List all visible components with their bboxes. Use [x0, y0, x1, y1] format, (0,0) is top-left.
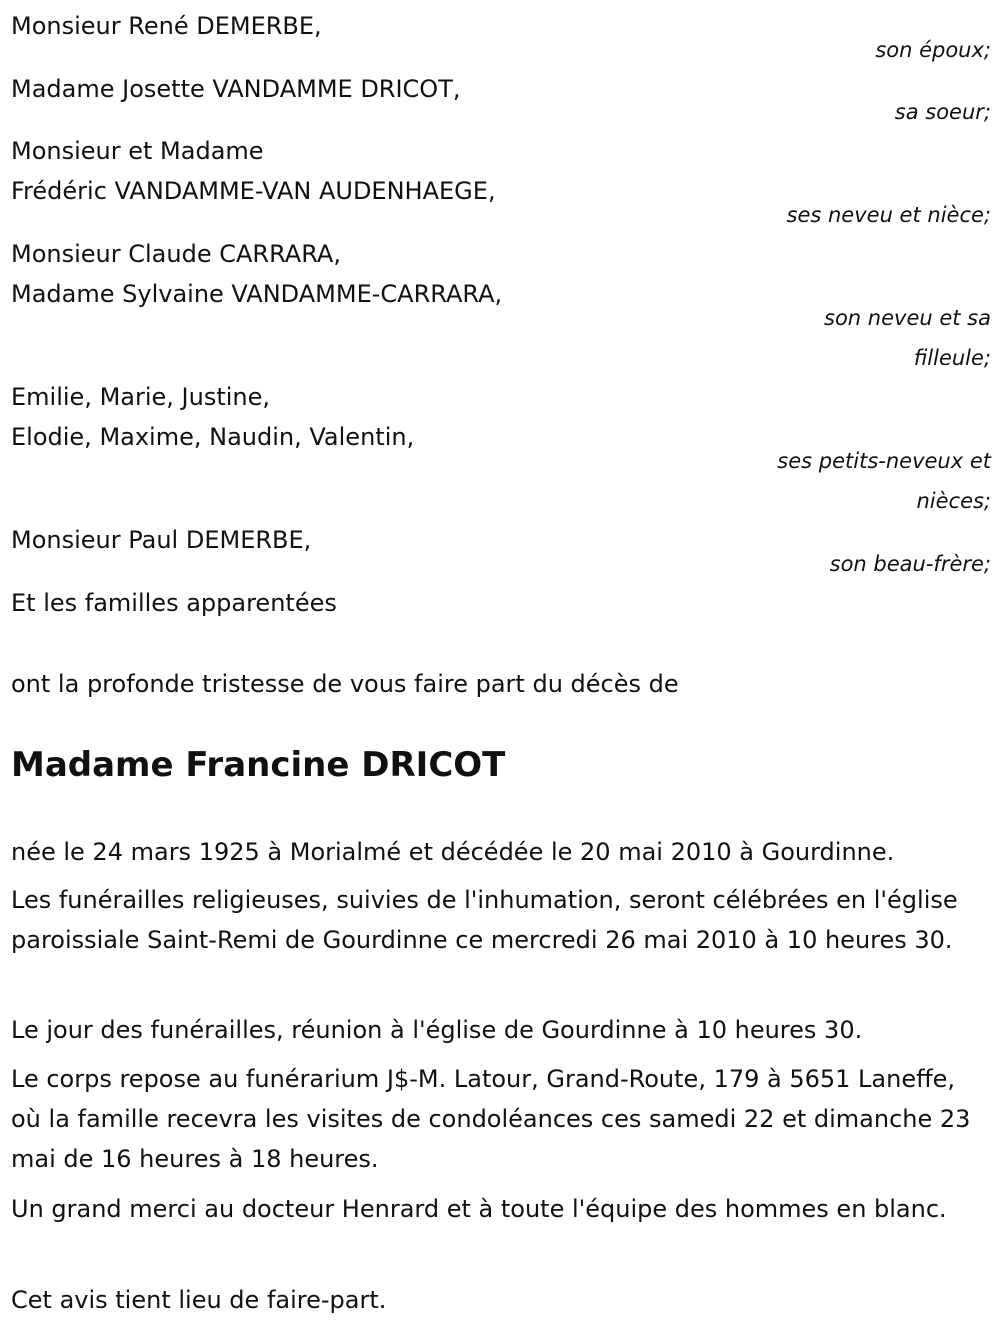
family-member-line: Monsieur Paul DEMERBE, [11, 526, 312, 554]
family-member-line: Frédéric VANDAMME-VAN AUDENHAEGE, [11, 177, 496, 205]
thanks-paragraph: Un grand merci au docteur Henrard et à toute l'équipe des hommes en blanc. [11, 1195, 947, 1223]
family-member-line: Monsieur et Madame [11, 137, 264, 165]
relationship-label: son neveu et sa [824, 306, 991, 330]
relationship-label: son époux; [875, 38, 991, 62]
family-member-line: Elodie, Maxime, Naudin, Valentin, [11, 423, 415, 451]
relationship-label: filleule; [913, 346, 991, 370]
relationship-label: nièces; [916, 489, 991, 513]
announcement-text: ont la profonde tristesse de vous faire part du décès de [11, 670, 679, 698]
deceased-name: Madame Francine DRICOT [11, 745, 506, 785]
relationship-label: sa soeur; [894, 100, 991, 124]
funeral-paragraph: Les funérailles religieuses, suivies de l'inhumation, seront célébrées en l'église paroissiale Saint-Remi de Gourdinne ce mercredi 26 mai 2010 à 10 heures 30. [11, 886, 958, 954]
birth-death-paragraph: née le 24 mars 1925 à Morialmé et décédée le 20 mai 2010 à Gourdinne. [11, 838, 895, 866]
visitation-paragraph: Le corps repose au funérarium J$-M. Latour, Grand-Route, 179 à 5651 Laneffe, où la famille recevra les visites de condoléances ces samedi 22 et dimanche 23 mai de 16 heures à 18 heures. [11, 1065, 971, 1173]
family-member-line: Madame Josette VANDAMME DRICOT, [11, 75, 461, 103]
family-member-line: Madame Sylvaine VANDAMME-CARRARA, [11, 280, 503, 308]
relationship-label: son beau-frère; [829, 552, 991, 576]
family-member-line: Emilie, Marie, Justine, [11, 383, 271, 411]
relationship-label: ses neveu et nièce; [786, 203, 991, 227]
meeting-paragraph: Le jour des funérailles, réunion à l'église de Gourdinne à 10 heures 30. [11, 1016, 863, 1044]
family-member-line: Et les familles apparentées [11, 589, 337, 617]
relationship-label: ses petits-neveux et [777, 449, 991, 473]
family-member-line: Monsieur Claude CARRARA, [11, 240, 341, 268]
closing-paragraph: Cet avis tient lieu de faire-part. [11, 1286, 387, 1314]
family-member-line: Monsieur René DEMERBE, [11, 12, 322, 40]
